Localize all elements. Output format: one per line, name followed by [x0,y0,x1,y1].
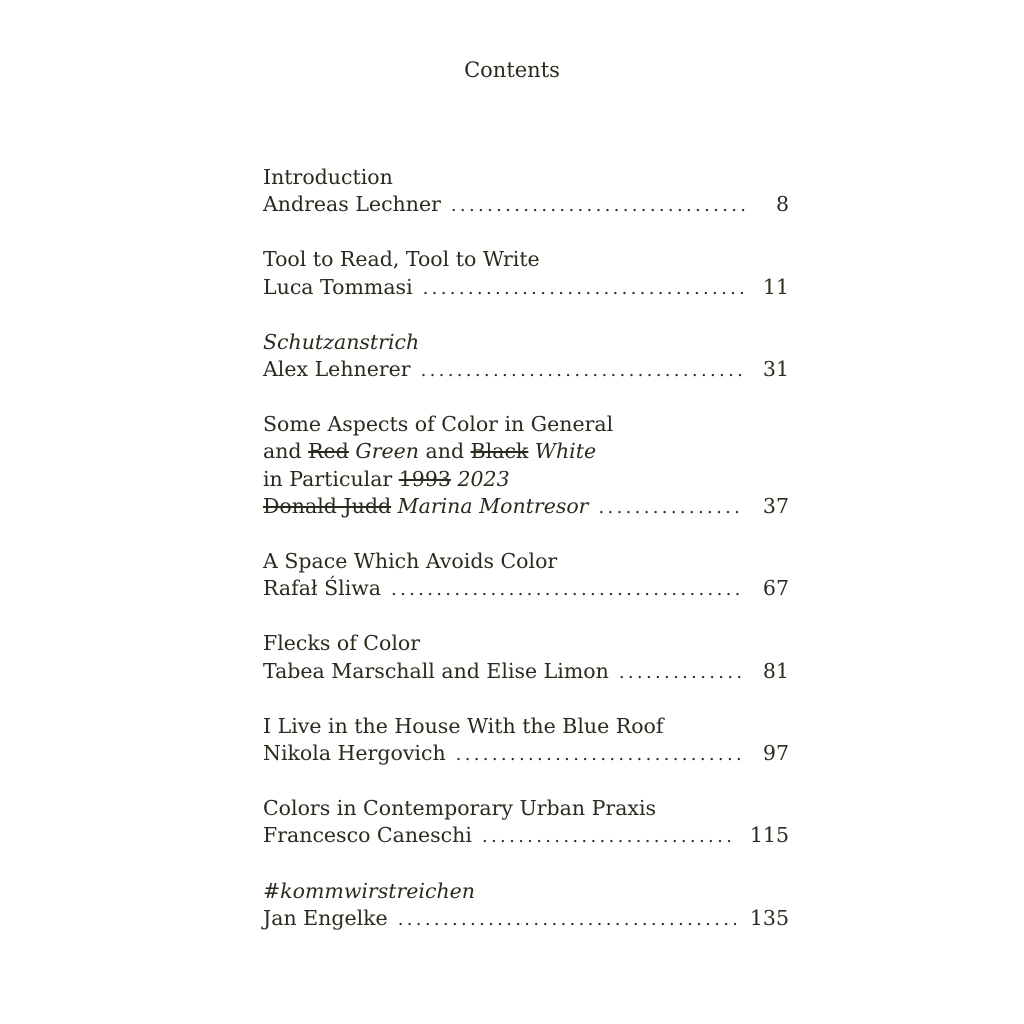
entry-author: Nikola Hergovich [263,741,446,766]
struck-word: Red [308,439,349,464]
table-of-contents [263,164,789,960]
toc-entry-tool-to-read[interactable] [263,246,789,301]
replacement-word: Green [355,439,419,464]
dot-leader [482,823,736,850]
entry-title: A Space Which Avoids Color [263,549,558,574]
struck-author: Donald Judd [263,493,392,518]
entry-page-number: 135 [749,905,789,930]
replacement-word: White [534,439,597,464]
entry-author: Alex Lehnerer [263,357,411,382]
toc-entry-house-blue-roof[interactable] [263,713,789,768]
toc-entry-some-aspects-of-color[interactable] [263,411,789,521]
entry-title-line-3 [263,466,789,493]
entry-title: Tool to Read, Tool to Write [263,247,540,272]
entry-author: Tabea Marschall and Elise Limon [263,658,609,683]
entry-title: I Live in the House With the Blue Roof [263,713,664,738]
entry-page-number: 115 [749,823,789,848]
page-title: Contents [464,58,560,82]
entry-page-number: 31 [762,357,789,382]
toc-entry-flecks-of-color[interactable] [263,630,789,685]
replacement-year: 2023 [457,466,510,491]
toc-entry-urban-praxis[interactable] [263,795,789,850]
entry-author: Francesco Caneschi [263,823,472,848]
title-word: and [425,439,465,464]
struck-word: Black [470,439,529,464]
entry-author: Rafał Śliwa [263,576,382,601]
dot-leader [423,275,745,302]
entry-title-line-1: Some Aspects of Color in General [263,412,614,437]
dot-leader [398,906,736,933]
entry-page-number: 37 [762,493,789,518]
toc-entry-space-which-avoids-color[interactable] [263,548,789,603]
entry-page-number: 8 [775,192,789,217]
entry-author: Andreas Lechner [263,192,441,217]
title-word: and [263,439,302,464]
replacement-author: Marina Montresor [397,493,589,518]
struck-year: 1993 [398,466,451,491]
entry-page-number: 67 [762,576,789,601]
entry-title: Introduction [263,165,393,189]
entry-title: Flecks of Color [263,631,421,656]
dot-leader [456,741,745,768]
entry-title: Schutzanstrich [263,329,420,354]
toc-entry-kommwirstreichen[interactable] [263,878,789,933]
dot-leader [599,494,746,521]
toc-entry-introduction[interactable] [263,164,789,219]
entry-page-number: 81 [762,658,789,683]
entry-author: Luca Tommasi [263,274,413,299]
dot-leader [421,357,745,384]
entry-title: Colors in Contemporary Urban Praxis [263,796,657,821]
title-word: in Particular [263,466,393,491]
dot-leader [391,576,745,603]
entry-page-number: 97 [762,741,789,766]
dot-leader [451,192,745,219]
toc-entry-schutzanstrich[interactable] [263,329,789,384]
dot-leader [619,659,745,686]
entry-author: Jan Engelke [263,905,388,930]
entry-page-number: 11 [762,274,789,299]
entry-author [263,493,589,520]
entry-title: #kommwirstreichen [263,878,475,903]
entry-title-line-2 [263,438,789,465]
